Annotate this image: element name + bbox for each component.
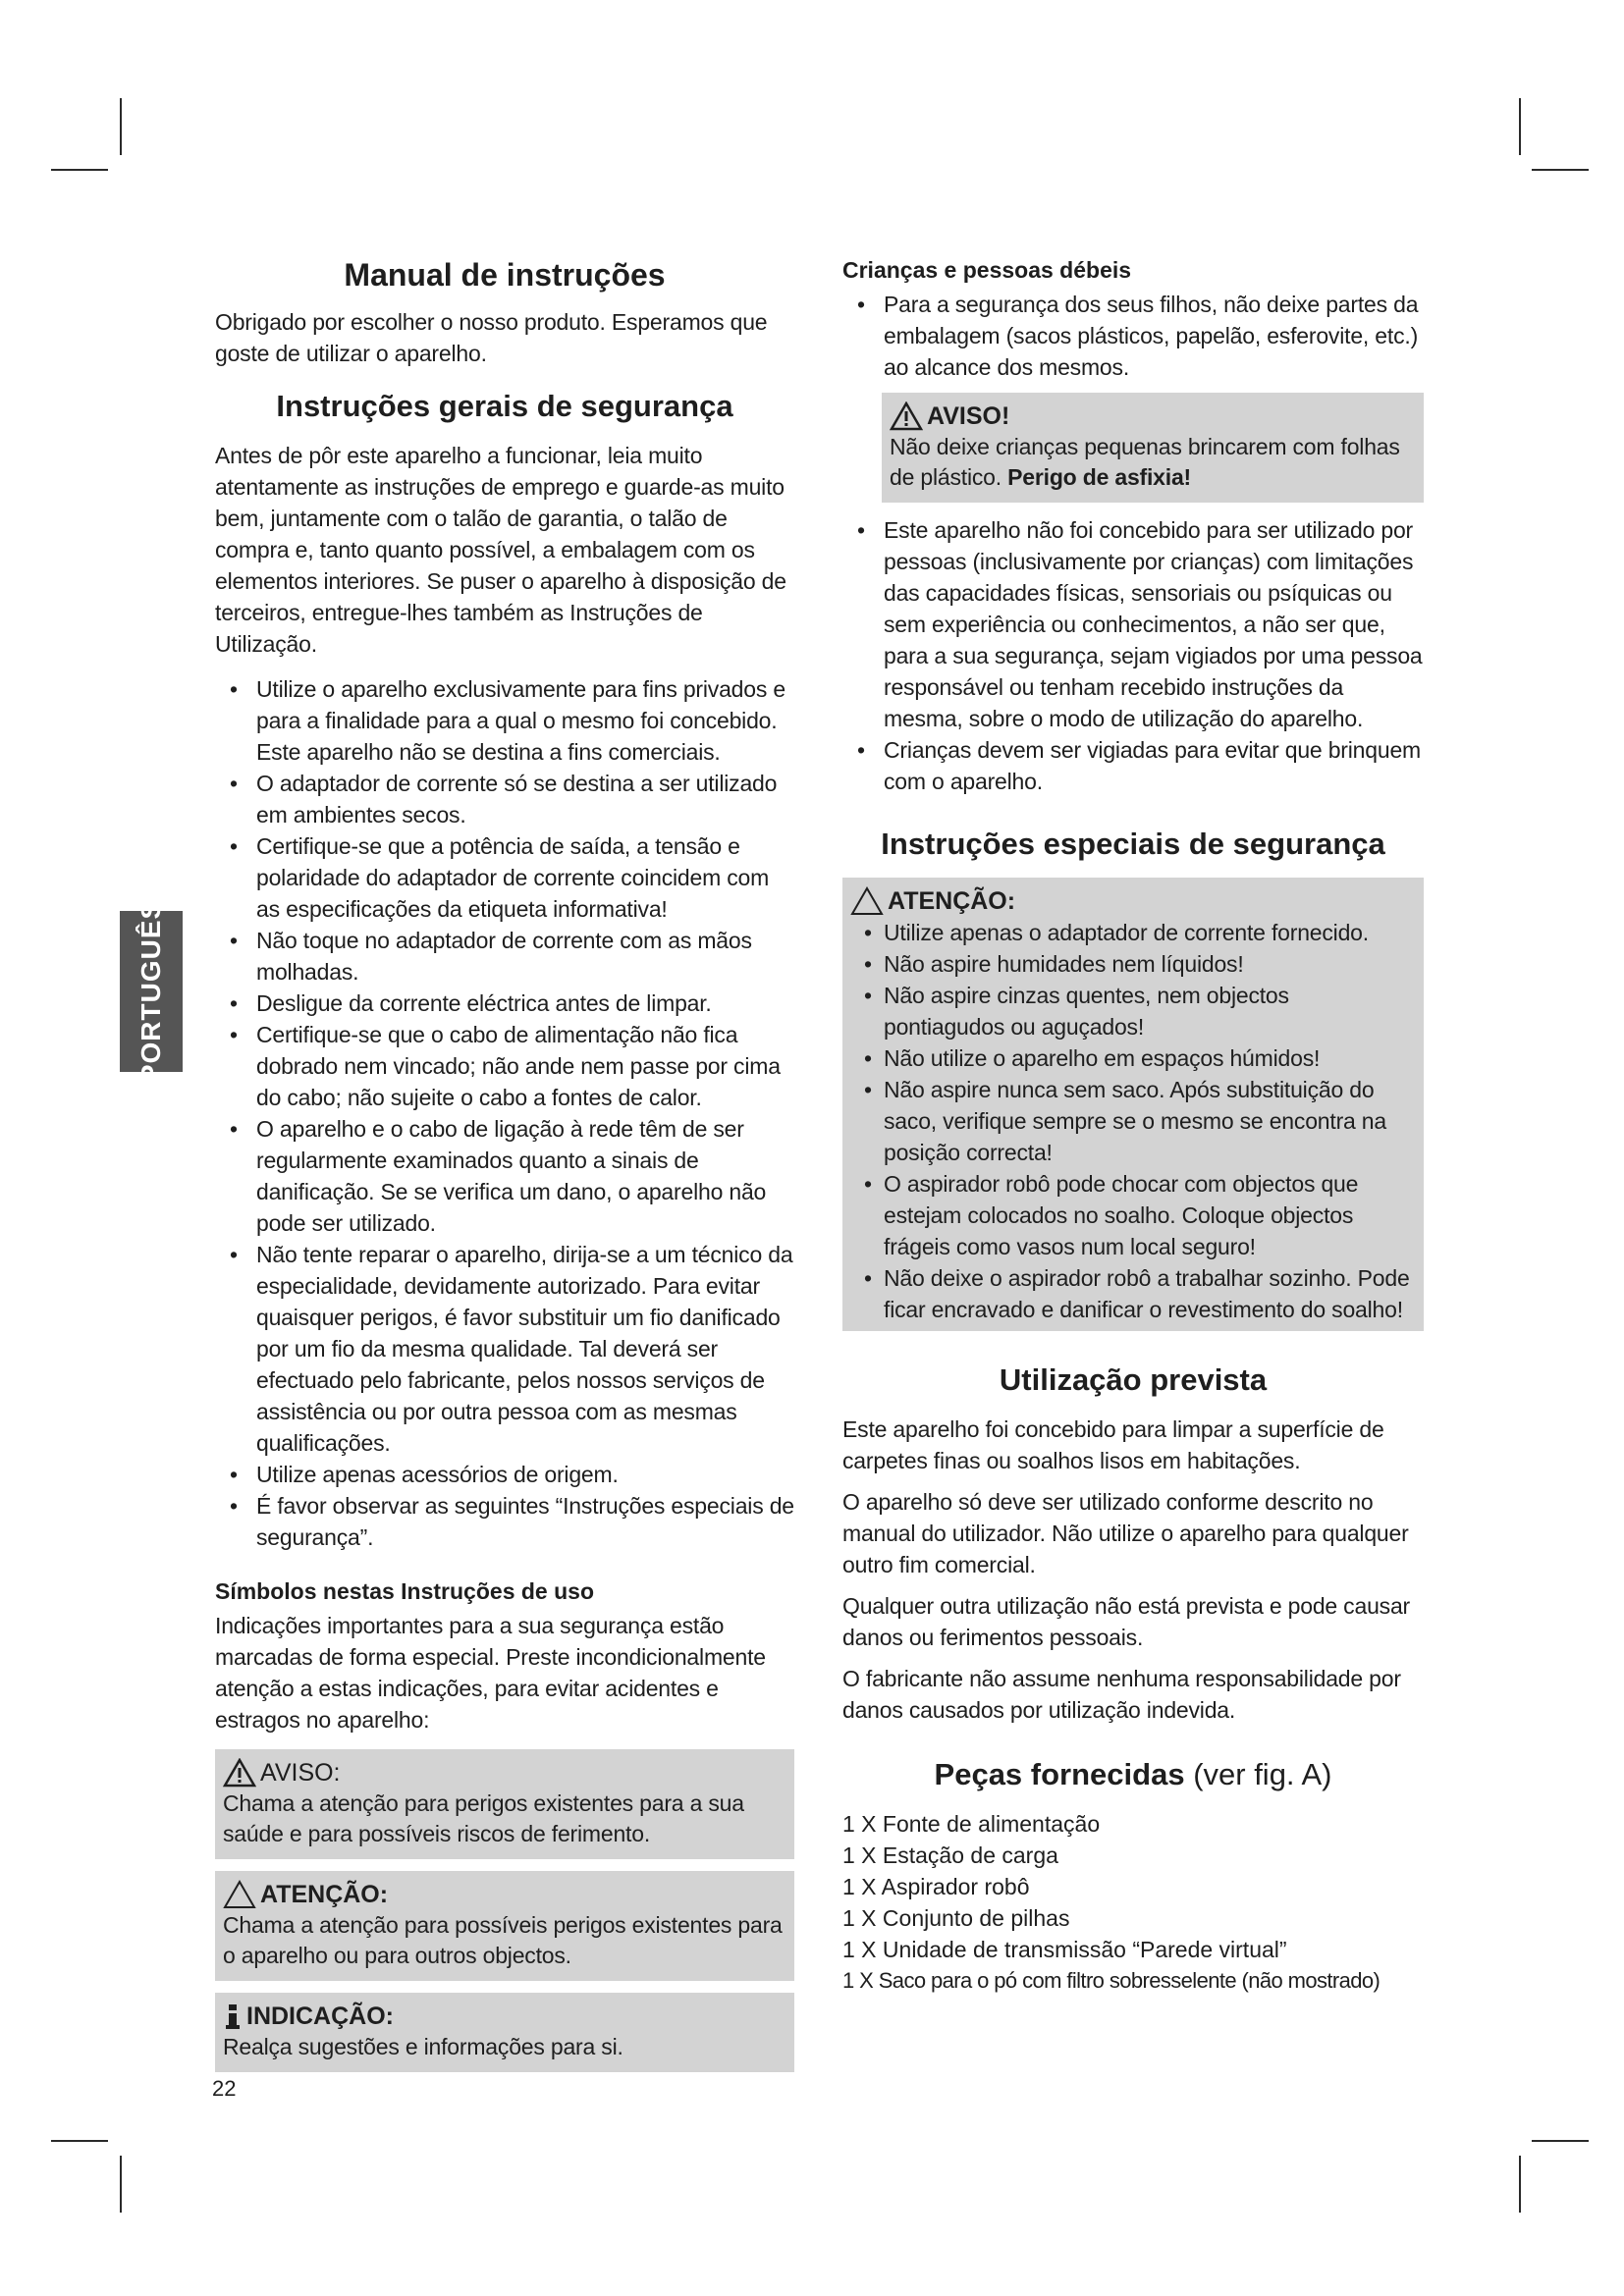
list-item: • Não aspire cinzas quentes, nem objectos pontiagudos ou aguçados! xyxy=(850,980,1414,1042)
list-item: • Não aspire nunca sem saco. Após substituição do saco, verifique sempre se o mesmo se encontra na posição correcta! xyxy=(850,1074,1414,1168)
aviso-asphyxia-box xyxy=(882,393,1424,503)
symbols-title: Símbolos nestas Instruções de uso xyxy=(215,1578,594,1604)
warning-triangle-icon xyxy=(223,1758,256,1788)
crop-mark xyxy=(1532,2140,1589,2142)
list-item: • O aspirador robô pode chocar com objectos que estejam colocados no soalho. Coloque objectos frágeis como vasos num local seguro! xyxy=(850,1168,1414,1262)
page-number: 22 xyxy=(212,2076,237,2101)
list-item: • É favor observar as seguintes “Instruções especiais de segurança”. xyxy=(215,1490,794,1553)
special-atencao-header xyxy=(850,885,1414,917)
list-item: • Utilize apenas acessórios de origem. xyxy=(215,1459,794,1490)
indicacao-box xyxy=(215,1993,794,2072)
list-item: 1 X Conjunto de pilhas xyxy=(842,1905,1070,1931)
language-tab-label: PORTUGUÊS xyxy=(135,899,167,1084)
parts-list xyxy=(842,1808,1424,1997)
info-icon xyxy=(223,2002,243,2031)
list-item: • Utilize o aparelho exclusivamente para fins privados e para a finalidade para a qual o mesmo foi concebido. Este aparelho não se destina a fins comerciais. xyxy=(215,673,794,768)
crop-mark xyxy=(51,169,108,171)
list-item: • Não tente reparar o aparelho, dirija-se a um técnico da especialidade, devidamente autorizado. Para evitar quaisquer perigos, é favor substituir um fio danificado por um fio da mesma qualidade. Tal deverá ser efectuado pelo fabricante, pelos nossos serviços de assistência ou por outra pessoa com as mesmas qualificações. xyxy=(215,1239,794,1459)
atencao-header xyxy=(223,1879,785,1910)
list-item: • O aparelho e o cabo de ligação à rede têm de ser regularmente examinados quanto a sinais de danificação. Se se verifica um dano, o aparelho não pode ser utilizado. xyxy=(215,1113,794,1239)
warning-triangle-icon xyxy=(890,401,923,431)
crop-mark xyxy=(1532,169,1589,171)
list-item: 1 X Estação de carga xyxy=(842,1842,1058,1868)
parts-title xyxy=(842,1755,1424,1794)
list-item: 1 X Saco para o pó com filtro sobresselente (não mostrado) xyxy=(842,1968,1380,1993)
list-item: • O adaptador de corrente só se destina a ser utilizado em ambientes secos. xyxy=(215,768,794,830)
crop-mark xyxy=(120,2156,122,2213)
crop-mark xyxy=(1519,98,1521,155)
manual-title: Manual de instruções xyxy=(344,257,666,293)
safety-intro: Antes de pôr este aparelho a funcionar, leia muito atentamente as instruções de emprego e guarde-as muito bem, juntamente com o talão de garantia, o talão de compra e, tanto quanto possível, a embalagem com os elementos interiores. Se puser o aparelho à disposição de terceiros, entregue-lhes também as Instruções de Utilização. xyxy=(215,443,786,657)
special-title: Instruções especiais de segurança xyxy=(881,827,1385,861)
language-tab xyxy=(120,899,183,1084)
list-item: • Não aspire humidades nem líquidos! xyxy=(850,948,1414,980)
indicacao-header xyxy=(223,2001,785,2032)
list-item: • Crianças devem ser vigiadas para evitar que brinquem com o aparelho. xyxy=(842,734,1424,797)
right-column xyxy=(842,255,1424,1997)
special-atencao-box xyxy=(842,878,1424,1331)
caution-triangle-icon xyxy=(223,1880,256,1909)
list-item: • Não utilize o aparelho em espaços húmidos! xyxy=(850,1042,1414,1074)
intro-text: Obrigado por escolher o nosso produto. Esperamos que goste de utilizar o aparelho. xyxy=(215,309,768,366)
aviso-asphyxia-danger: Perigo de asfixia! xyxy=(1007,464,1192,490)
special-atencao-label: ATENÇÃO: xyxy=(888,887,1016,915)
aviso-asphyxia-text xyxy=(890,432,1414,493)
children-list-2 xyxy=(842,514,1424,797)
parts-title-ref: (ver fig. A) xyxy=(1193,1757,1332,1791)
list-item: • Certifique-se que o cabo de alimentação não fica dobrado nem vincado; não ande nem passe por cima do cabo; não sujeite o cabo a fontes de calor. xyxy=(215,1019,794,1113)
list-item: • Utilize apenas o adaptador de corrente fornecido. xyxy=(850,917,1414,948)
indicacao-text: Realça sugestões e informações para si. xyxy=(223,2034,623,2059)
symbols-intro: Indicações importantes para a sua segurança estão marcadas de forma especial. Preste incondicionalmente atenção a estas indicações, para evitar acidentes e estragos no aparelho: xyxy=(215,1613,766,1733)
special-list xyxy=(850,917,1414,1325)
aviso-asphyxia-body: Não deixe crianças pequenas brincarem com folhas de plástico. xyxy=(890,434,1400,490)
caution-triangle-icon xyxy=(850,886,884,916)
parts-title-text: Peças fornecidas xyxy=(934,1757,1185,1791)
list-item: 1 X Unidade de transmissão “Parede virtual” xyxy=(842,1937,1287,1962)
indicacao-label: INDICAÇÃO: xyxy=(246,2002,394,2030)
aviso-text: Chama a atenção para perigos existentes para a sua saúde e para possíveis riscos de ferimento. xyxy=(223,1790,744,1846)
safety-title: Instruções gerais de segurança xyxy=(276,389,733,423)
list-item: • Certifique-se que a potência de saída, a tensão e polaridade do adaptador de corrente coincidem com as especificações da etiqueta informativa! xyxy=(215,830,794,925)
children-list-1 xyxy=(842,289,1424,383)
crop-mark xyxy=(51,2140,108,2142)
safety-list xyxy=(215,673,794,1553)
children-title: Crianças e pessoas débeis xyxy=(842,257,1132,283)
list-item: • Não deixe o aspirador robô a trabalhar sozinho. Pode ficar encravado e danificar o revestimento do soalho! xyxy=(850,1262,1414,1325)
list-item: • Este aparelho não foi concebido para ser utilizado por pessoas (inclusivamente por crianças) com limitações das capacidades físicas, sensoriais ou psíquicas ou sem experiência ou conhecimentos, a não ser que, para a sua segurança, sejam vigiados por uma pessoa responsável ou tenham recebido instruções da mesma, sobre o modo de utilização do aparelho. xyxy=(842,514,1424,734)
list-item: • Não toque no adaptador de corrente com as mãos molhadas. xyxy=(215,925,794,988)
crop-mark xyxy=(1519,2156,1521,2213)
use-paragraph: Qualquer outra utilização não está prevista e pode causar danos ou ferimentos pessoais. xyxy=(842,1593,1411,1650)
atencao-box xyxy=(215,1871,794,1981)
atencao-text: Chama a atenção para possíveis perigos existentes para o aparelho ou para outros objectos. xyxy=(223,1912,783,1968)
list-item: • Desligue da corrente eléctrica antes de limpar. xyxy=(215,988,794,1019)
list-item: 1 X Fonte de alimentação xyxy=(842,1811,1101,1837)
use-paragraph: Este aparelho foi concebido para limpar a superfície de carpetes finas ou soalhos lisos em habitações. xyxy=(842,1416,1384,1473)
crop-mark xyxy=(120,98,122,155)
left-column xyxy=(215,255,794,2084)
list-item: 1 X Aspirador robô xyxy=(842,1874,1030,1899)
aviso-asphyxia-header xyxy=(890,400,1414,432)
aviso-box xyxy=(215,1749,794,1859)
aviso-label: AVISO: xyxy=(260,1759,341,1787)
list-item: • Para a segurança dos seus filhos, não deixe partes da embalagem (sacos plásticos, papelão, esferovite, etc.) ao alcance dos mesmos. xyxy=(842,289,1424,383)
atencao-label: ATENÇÃO: xyxy=(260,1881,389,1908)
aviso-header xyxy=(223,1757,785,1789)
use-paragraph: O aparelho só deve ser utilizado conforme descrito no manual do utilizador. Não utilize o aparelho para qualquer outro fim comercial. xyxy=(842,1489,1409,1577)
aviso-asphyxia-label: AVISO! xyxy=(927,402,1010,430)
use-paragraph: O fabricante não assume nenhuma responsabilidade por danos causados por utilização indevida. xyxy=(842,1666,1401,1723)
use-title: Utilização prevista xyxy=(999,1362,1268,1397)
